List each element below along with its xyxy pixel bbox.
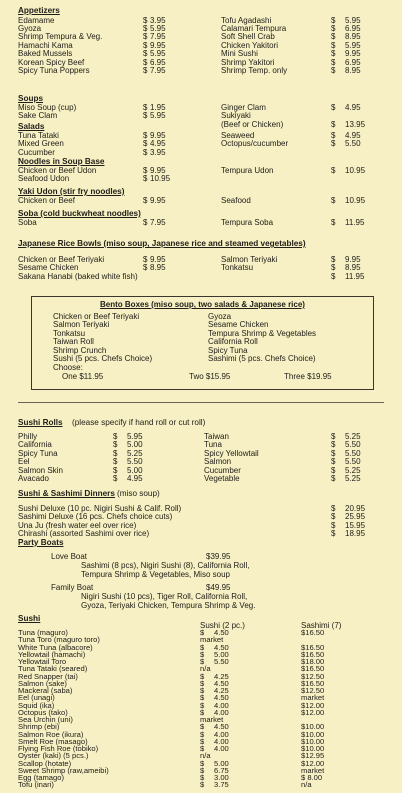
sushi-price-currency: $: [200, 707, 205, 717]
item-price: 18.95: [345, 529, 366, 539]
bento-option: Taiwan Roll: [53, 337, 94, 347]
yaki-udon-heading: Yaki Udon (stir fry noodles): [18, 187, 125, 196]
item-price: 5.50: [345, 457, 361, 467]
item-price: 5.00: [127, 440, 143, 450]
item-name: Korean Spicy Beef: [18, 57, 85, 67]
item-name: Spicy Yellowtail: [204, 448, 259, 458]
currency-symbol: $: [143, 15, 148, 25]
sushi-price-currency: $: [200, 729, 205, 739]
item-price: 5.95: [150, 49, 166, 59]
appetizers-heading: Appetizers: [18, 6, 60, 15]
item-price: 10.95: [345, 196, 366, 205]
sashimi-price: $16.50: [301, 664, 325, 674]
currency-symbol: $: [143, 196, 148, 205]
item-name: Oyster (kaki) (5 pcs.): [18, 751, 89, 761]
item-name: Tuna: [204, 440, 222, 450]
item-name: Baked Mussels: [18, 49, 73, 59]
sushi-price-currency: $: [200, 736, 205, 746]
item-name: Hamachi Kama: [18, 40, 73, 50]
family-boat-name: Family Boat: [51, 583, 94, 592]
item-price: 5.95: [150, 111, 166, 121]
item-name: Sweet Shrimp (raw,ameibi): [18, 765, 109, 775]
sashimi-price: $12.95: [301, 751, 325, 761]
sushi-price-currency: $: [200, 744, 205, 753]
item-name: Sukiyaki: [221, 111, 251, 121]
item-name: Miso Soup (cup): [18, 103, 77, 112]
love-boat-desc-1: Sashimi (8 pcs), Nigiri Sushi (8), California Roll,: [81, 561, 250, 570]
item-name: Salmon (sake): [18, 678, 67, 688]
item-price: 9.95: [150, 255, 166, 264]
item-name: White Tuna (albacore): [18, 642, 93, 652]
item-name: Tempura Udon: [221, 166, 274, 175]
sashimi-col-header: Sashimi (7): [301, 621, 342, 630]
family-boat-desc-1: Nigiri Sushi (10 pcs), Tiger Roll, California Roll,: [81, 592, 248, 601]
bento-option: California Roll: [208, 337, 258, 347]
item-name: Tofu Agadashi: [221, 15, 272, 25]
party-boats-heading: Party Boats: [18, 538, 64, 547]
sushi-price: 4.50: [214, 693, 229, 703]
sushi-price-currency: $: [200, 722, 205, 732]
sashimi-price: $12.00: [301, 700, 325, 710]
sushi-price: 4.00: [214, 736, 229, 746]
item-name: Red Snapper (tai): [18, 671, 78, 681]
item-name: Sakana Hanabi (baked white fish): [18, 271, 138, 281]
item-price: 20.95: [345, 504, 366, 513]
currency-symbol: $: [331, 139, 336, 149]
sushi-rolls-subtitle: (please specify if hand roll or cut roll): [72, 418, 206, 427]
currency-symbol: $: [143, 40, 148, 50]
sushi-price-currency: market: [200, 715, 224, 724]
sushi-price: 4.25: [214, 686, 229, 695]
item-price: 6.95: [150, 57, 166, 67]
sushi-price-currency: $: [200, 780, 205, 790]
sushi-price: 3.75: [214, 780, 229, 790]
currency-symbol: $: [331, 119, 336, 129]
currency-symbol: $: [143, 263, 148, 273]
bento-option: Sesame Chicken: [208, 320, 269, 330]
currency-symbol: $: [331, 465, 336, 475]
sushi-price: 4.00: [214, 744, 229, 753]
sushi-price-currency: $: [200, 700, 205, 710]
item-price: 5.25: [345, 474, 361, 483]
bento-option: Tempura Shrimp & Vegetables: [208, 328, 317, 338]
item-name: Seaweed: [221, 131, 255, 140]
currency-symbol: $: [113, 457, 118, 467]
item-name: Salmon Roe (ikura): [18, 729, 84, 739]
sashimi-price: $16.50: [301, 628, 325, 637]
sushi-price: 4.50: [214, 722, 229, 732]
currency-symbol: $: [113, 432, 118, 441]
sushi-price-currency: n/a: [200, 751, 211, 761]
item-name: Tofu (inari): [18, 780, 54, 790]
item-price: 4.95: [345, 131, 361, 140]
item-name: Philly: [18, 432, 38, 441]
sashimi-price: $16.50: [301, 649, 325, 659]
item-name: Calamari Tempura: [221, 23, 287, 33]
item-name: Egg (tamago): [18, 773, 65, 782]
sashimi-price: market: [301, 765, 325, 775]
currency-symbol: $: [331, 255, 336, 264]
currency-symbol: $: [143, 65, 148, 75]
item-price: 7.95: [150, 32, 166, 42]
item-name: Tuna Tataki: [18, 131, 59, 140]
item-price: 5.95: [127, 432, 143, 441]
sushi-price-currency: $: [200, 773, 205, 782]
sushi-price-currency: $: [200, 693, 205, 703]
currency-symbol: $: [331, 103, 336, 112]
sashimi-price: $12.00: [301, 707, 325, 717]
item-name: Chicken or Beef Udon: [18, 166, 97, 175]
bento-option: Shrimp Crunch: [53, 345, 107, 355]
sushi-price: 4.50: [214, 678, 229, 688]
bento-option: Tonkatsu: [53, 328, 86, 338]
currency-symbol: $: [143, 57, 148, 67]
currency-symbol: $: [143, 166, 148, 175]
item-price: 7.95: [150, 65, 166, 75]
item-price: 9.95: [345, 255, 361, 264]
currency-symbol: $: [331, 40, 336, 50]
item-price: 11.95: [345, 271, 365, 281]
item-name: Chicken Yakitori: [221, 40, 279, 50]
bento-option: Sushi (5 pcs. Chefs Choice): [53, 354, 153, 363]
item-name: Sushi Deluxe (10 pc. Nigiri Sushi & Calif. Roll): [18, 504, 182, 513]
currency-symbol: $: [331, 263, 336, 273]
item-name: Avacado: [18, 474, 49, 483]
currency-symbol: $: [113, 440, 118, 450]
currency-symbol: $: [331, 131, 336, 140]
salads-heading: Salads: [18, 122, 45, 131]
currency-symbol: $: [143, 139, 148, 149]
currency-symbol: $: [331, 65, 336, 75]
item-name: (Beef or Chicken): [221, 119, 284, 129]
currency-symbol: $: [331, 32, 336, 42]
item-name: Octopus (tako): [18, 707, 68, 717]
item-name: Una Ju (fresh water eel over rice): [18, 520, 137, 530]
bento-option: Chicken or Beef Teriyaki: [53, 312, 140, 321]
item-price: 5.95: [345, 40, 361, 50]
item-name: Taiwan: [204, 432, 229, 441]
currency-symbol: $: [143, 147, 148, 157]
item-name: Squid (ika): [18, 700, 55, 710]
item-price: 6.95: [345, 23, 361, 33]
currency-symbol: $: [113, 474, 118, 483]
item-price: 10.95: [345, 166, 366, 175]
item-price: 9.95: [150, 196, 166, 205]
soba-heading: Soba (cold buckwheat noodles): [18, 209, 141, 218]
sushi-price: 3.00: [214, 773, 229, 782]
sushi-price: 4.50: [214, 628, 229, 637]
sushi-price-currency: $: [200, 657, 205, 666]
item-name: Mackeral (saba): [18, 686, 73, 695]
item-price: 7.95: [150, 218, 166, 227]
item-price: 13.95: [345, 119, 366, 129]
item-name: Smelt Roe (masago): [18, 736, 88, 746]
item-price: 5.25: [345, 465, 361, 475]
currency-symbol: $: [113, 448, 118, 458]
item-name: Salmon: [204, 457, 232, 467]
sushi-price: 4.00: [214, 700, 229, 710]
currency-symbol: $: [113, 465, 118, 475]
sushi-price: 6.75: [214, 765, 229, 775]
sushi-price: 4.00: [214, 707, 229, 717]
item-price: 4.95: [345, 103, 361, 112]
noodles-heading: Noodles in Soup Base: [18, 157, 105, 166]
currency-symbol: $: [331, 49, 336, 59]
currency-symbol: $: [143, 32, 148, 42]
item-name: Tempura Soba: [221, 218, 274, 227]
sushi-price-currency: $: [200, 642, 205, 652]
currency-symbol: $: [331, 166, 336, 175]
item-price: 9.95: [150, 40, 166, 50]
bento-heading: Bento Boxes (miso soup, two salads & Japanese rice): [100, 300, 305, 309]
sushi-price: 4.25: [214, 671, 229, 681]
item-price: 8.95: [345, 32, 361, 42]
sashimi-price: n/a: [301, 780, 312, 790]
bento-price-two: Two $15.95: [189, 372, 231, 381]
item-price: 5.95: [150, 23, 166, 33]
currency-symbol: $: [331, 520, 336, 530]
sashimi-price: $10.00: [301, 736, 325, 746]
sushi-price-currency: $: [200, 678, 205, 688]
section-divider: [18, 402, 384, 403]
currency-symbol: $: [143, 103, 148, 112]
sushi-price: 4.50: [214, 642, 229, 652]
currency-symbol: $: [331, 512, 336, 522]
sushi-price-currency: $: [200, 765, 205, 775]
love-boat-price: $39.95: [206, 552, 231, 561]
item-name: Sesame Chicken: [18, 263, 79, 273]
dinners-heading: Sushi & Sashimi Dinners: [18, 489, 115, 498]
item-name: Spicy Tuna Poppers: [18, 65, 90, 75]
currency-symbol: $: [331, 474, 336, 483]
sushi-price: 4.00: [214, 729, 229, 739]
item-price: 10.95: [150, 174, 171, 184]
bento-option: Spicy Tuna: [208, 345, 248, 355]
bento-price-three: Three $19.95: [284, 372, 332, 381]
item-price: 25.95: [345, 512, 366, 522]
item-price: 1.95: [150, 103, 166, 112]
bento-box-panel: [31, 296, 374, 390]
item-name: Sashimi Deluxe (16 pcs. Chefs choice cuts): [18, 512, 173, 522]
currency-symbol: $: [143, 49, 148, 59]
item-name: Sake Clam: [18, 111, 58, 121]
item-name: Tuna Toro (maguro toro): [18, 635, 100, 645]
item-name: Eel: [18, 457, 30, 467]
currency-symbol: $: [331, 432, 336, 441]
currency-symbol: $: [143, 131, 148, 140]
item-price: 5.25: [127, 448, 143, 458]
dinners-subtitle: (miso soup): [117, 489, 160, 498]
item-name: Chicken or Beef Teriyaki: [18, 255, 105, 264]
sushi-col-header: Sushi (2 pc.): [200, 621, 245, 630]
item-price: 8.95: [345, 65, 361, 75]
currency-symbol: $: [331, 23, 336, 33]
item-name: Soba: [18, 218, 37, 227]
sushi-price-currency: market: [200, 635, 224, 645]
item-name: Octopus/cucumber: [221, 139, 289, 149]
item-price: 15.95: [345, 520, 366, 530]
currency-symbol: $: [331, 15, 336, 25]
item-name: Flying Fish Roe (tobiko): [18, 744, 99, 753]
sashimi-price: market: [301, 693, 325, 703]
item-name: Salmon Teriyaki: [221, 255, 278, 264]
currency-symbol: $: [331, 529, 336, 539]
sashimi-price: $12.50: [301, 671, 325, 681]
item-name: California: [18, 440, 52, 450]
currency-symbol: $: [331, 57, 336, 67]
item-price: 5.50: [345, 440, 361, 450]
item-name: Tonkatsu: [221, 263, 254, 273]
item-name: Sea Urchin (uni): [18, 715, 73, 724]
item-price: 3.95: [150, 147, 166, 157]
item-price: 4.95: [127, 474, 143, 483]
love-boat-desc-2: Tempura Shrimp & Vegetables, Miso soup: [81, 570, 230, 579]
item-price: 5.95: [345, 15, 361, 25]
item-price: 5.00: [127, 465, 143, 475]
currency-symbol: $: [331, 196, 336, 205]
item-name: Yellowtail (hamachi): [18, 649, 86, 659]
currency-symbol: $: [331, 457, 336, 467]
currency-symbol: $: [331, 440, 336, 450]
item-price: 3.95: [150, 15, 166, 25]
item-name: Chicken or Beef: [18, 196, 75, 205]
bento-option: Sashimi (5 pcs. Chefs Choice): [208, 354, 316, 363]
love-boat-name: Love Boat: [51, 552, 88, 561]
item-name: Tuna (maguro): [18, 628, 68, 637]
item-name: Edamame: [18, 15, 55, 25]
soups-heading: Soups: [18, 94, 44, 103]
item-price: 5.50: [345, 448, 361, 458]
item-price: 9.95: [345, 49, 361, 59]
currency-symbol: $: [143, 111, 148, 121]
rice-bowls-heading: Japanese Rice Bowls (miso soup, Japanese rice and steamed vegetables): [18, 239, 306, 248]
item-name: Spicy Tuna: [18, 448, 58, 458]
family-boat-desc-2: Gyoza, Teriyaki Chicken, Tempura Shrimp & Veg.: [81, 601, 256, 610]
family-boat-price: $49.95: [206, 583, 231, 592]
item-name: Cucumber: [18, 147, 55, 157]
item-price: 4.95: [150, 139, 166, 149]
currency-symbol: $: [331, 218, 336, 227]
item-name: Shrimp (ebi): [18, 722, 60, 732]
item-price: 5.25: [345, 432, 361, 441]
item-price: 5.50: [127, 457, 143, 467]
bento-price-one: One $11.95: [62, 372, 104, 381]
item-name: Seafood: [221, 196, 251, 205]
item-name: Chirashi (assorted Sashimi over rice): [18, 529, 150, 539]
sashimi-price: $12.50: [301, 686, 325, 695]
bento-choose-label: Choose:: [53, 363, 83, 372]
currency-symbol: $: [331, 448, 336, 458]
sashimi-price: $10.00: [301, 722, 325, 732]
item-name: Ginger Clam: [221, 103, 266, 112]
sushi-price-currency: $: [200, 649, 205, 659]
item-price: 9.95: [150, 166, 166, 175]
item-name: Tuna Tataki (seared): [18, 664, 88, 674]
item-price: 8.95: [150, 263, 166, 273]
item-name: Vegetable: [204, 474, 240, 483]
currency-symbol: $: [143, 23, 148, 33]
currency-symbol: $: [331, 271, 336, 281]
currency-symbol: $: [143, 255, 148, 264]
item-name: Mini Sushi: [221, 49, 258, 59]
item-name: Eel (unagi): [18, 693, 55, 703]
bento-option: Gyoza: [208, 312, 232, 321]
sushi-price: 5.00: [214, 758, 229, 768]
item-name: Mixed Green: [18, 139, 64, 149]
sushi-price-currency: $: [200, 686, 205, 695]
item-name: Yellowtail Toro: [18, 657, 67, 666]
sushi-heading: Sushi: [18, 614, 41, 623]
sushi-price-currency: $: [200, 671, 205, 681]
item-price: 11.95: [345, 218, 365, 227]
sushi-price-currency: $: [200, 628, 205, 637]
item-price: 8.95: [345, 263, 361, 273]
sashimi-price: $16.50: [301, 642, 325, 652]
sushi-price: 5.00: [214, 649, 229, 659]
item-name: Cucumber: [204, 465, 241, 475]
sashimi-price: $16.50: [301, 678, 325, 688]
sushi-rolls-heading: Sushi Rolls: [18, 418, 63, 427]
item-name: Soft Shell Crab: [221, 32, 275, 42]
currency-symbol: $: [143, 174, 148, 184]
sushi-price-currency: n/a: [200, 664, 211, 674]
item-price: 9.95: [150, 131, 166, 140]
item-name: Gyoza: [18, 23, 42, 33]
item-name: Scallop (hotate): [18, 758, 72, 768]
item-price: 5.50: [345, 139, 361, 149]
sashimi-price: $10.00: [301, 744, 325, 753]
sushi-price-currency: $: [200, 758, 205, 768]
item-name: Shrimp Yakitori: [221, 57, 275, 67]
item-name: Salmon Skin: [18, 465, 63, 475]
sushi-price: 5.50: [214, 657, 229, 666]
item-name: Seafood Udon: [18, 174, 70, 184]
sashimi-price: $18.00: [301, 657, 325, 666]
item-name: Shrimp Temp. only: [221, 65, 288, 75]
sashimi-price: $12.00: [301, 758, 325, 768]
currency-symbol: $: [143, 218, 148, 227]
sashimi-price: $ 8.00: [301, 773, 323, 782]
bento-option: Salmon Teriyaki: [53, 320, 110, 330]
item-price: 6.95: [345, 57, 361, 67]
currency-symbol: $: [331, 504, 336, 513]
sashimi-price: $10.00: [301, 729, 325, 739]
item-name: Shrimp Tempura & Veg.: [18, 32, 103, 42]
